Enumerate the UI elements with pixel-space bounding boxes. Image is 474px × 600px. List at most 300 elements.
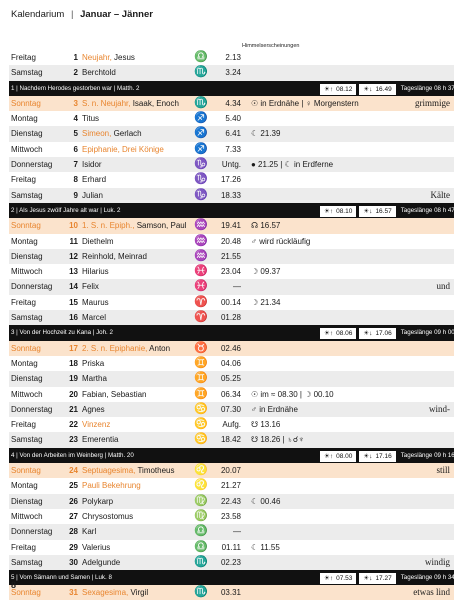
weekday: Donnerstag bbox=[11, 282, 53, 292]
feast-name: Simeon, bbox=[82, 129, 112, 139]
capricorn-icon: ♑ bbox=[194, 173, 208, 186]
feast-name: Epiphanie, Drei Könige bbox=[82, 144, 164, 154]
sunrise-box bbox=[320, 328, 356, 339]
day-row bbox=[9, 494, 454, 509]
sunset-icon: ☀↓ bbox=[363, 575, 373, 583]
libra-icon: ♎ bbox=[194, 51, 208, 63]
name-day bbox=[82, 509, 133, 524]
celestial-event: ☽ 09.37 bbox=[251, 267, 281, 277]
weather-word: und bbox=[436, 281, 450, 292]
weekday: Montag bbox=[11, 358, 38, 368]
cancer-icon: ♋ bbox=[194, 402, 208, 415]
moon-time: Aufg. bbox=[222, 420, 241, 430]
saint-name: Gerlach bbox=[111, 129, 142, 139]
sagittarius-icon: ♐ bbox=[194, 142, 208, 155]
name-day bbox=[82, 264, 109, 279]
day-number: 6 bbox=[73, 144, 78, 154]
moon-time: 19.41 bbox=[220, 221, 241, 231]
day-row bbox=[9, 310, 454, 325]
day-row bbox=[9, 417, 454, 432]
saint-name: Fabian, Sebastian bbox=[82, 389, 147, 399]
name-day bbox=[82, 65, 116, 80]
day-number: 12 bbox=[69, 251, 78, 261]
aries-icon: ♈ bbox=[194, 295, 208, 308]
sunset-time: 17.16 bbox=[375, 452, 392, 460]
feast-name: Sexagesima, bbox=[82, 588, 129, 598]
name-day bbox=[82, 249, 147, 264]
saint-name: Isidor bbox=[82, 160, 102, 170]
feast-name: Vinzenz bbox=[82, 420, 111, 430]
moon-time: 01.28 bbox=[220, 313, 241, 323]
scorpio-icon: ♏ bbox=[194, 96, 208, 109]
aquarius-icon: ♒ bbox=[194, 219, 208, 232]
day-row bbox=[9, 279, 454, 294]
day-row bbox=[9, 295, 454, 310]
name-day bbox=[82, 172, 106, 187]
sagittarius-icon: ♐ bbox=[194, 112, 208, 125]
day-row bbox=[9, 555, 454, 570]
day-row bbox=[9, 142, 454, 157]
day-number: 15 bbox=[69, 297, 78, 307]
weekday: Montag bbox=[11, 114, 38, 124]
weekday: Freitag bbox=[11, 420, 36, 430]
moon-time: 21.27 bbox=[220, 481, 241, 491]
week-header-row bbox=[9, 325, 454, 340]
day-row bbox=[9, 65, 454, 80]
moon-time: 02.23 bbox=[220, 557, 241, 567]
sunrise-box bbox=[320, 573, 356, 584]
weekday: Sonntag bbox=[11, 98, 41, 108]
moon-time: 7.33 bbox=[225, 144, 241, 154]
celestial-event: ☽ 21.34 bbox=[251, 297, 281, 307]
sunset-box bbox=[359, 573, 395, 584]
moon-time: 5.40 bbox=[225, 114, 241, 124]
day-number: 14 bbox=[69, 282, 78, 292]
day-number: 27 bbox=[69, 511, 78, 521]
sunrise-icon: ☀↑ bbox=[324, 452, 334, 460]
day-row bbox=[9, 126, 454, 141]
day-row bbox=[9, 341, 454, 356]
sun-times bbox=[320, 203, 454, 218]
day-number: 26 bbox=[69, 496, 78, 506]
moon-time: 18.42 bbox=[220, 435, 241, 445]
month-title: Januar – Jänner bbox=[80, 9, 153, 20]
weekday: Freitag bbox=[11, 542, 36, 552]
sunset-icon: ☀↓ bbox=[363, 452, 373, 460]
sunset-box bbox=[359, 328, 395, 339]
day-number: 28 bbox=[69, 527, 78, 537]
celestial-event: ☋ 13.16 bbox=[251, 420, 281, 430]
scorpio-icon: ♏ bbox=[194, 66, 208, 79]
day-length: Tageslänge 09 h 00 bbox=[400, 329, 455, 337]
moon-time: 03.31 bbox=[220, 588, 241, 598]
day-number: 1 bbox=[73, 53, 78, 62]
moon-time: 2.13 bbox=[225, 53, 241, 62]
sunrise-icon: ☀↑ bbox=[324, 330, 334, 338]
weekday: Samstag bbox=[11, 68, 43, 78]
day-row bbox=[9, 585, 454, 600]
sun-times bbox=[320, 81, 454, 96]
weather-word: windig bbox=[424, 556, 450, 567]
day-number: 20 bbox=[69, 389, 78, 399]
saint-name: Valerius bbox=[82, 542, 111, 552]
day-row bbox=[9, 172, 454, 187]
name-day bbox=[82, 432, 118, 447]
name-day bbox=[82, 234, 114, 249]
moon-time: 02.46 bbox=[220, 343, 241, 353]
weekday: Dienstag bbox=[11, 129, 43, 139]
name-day bbox=[82, 585, 148, 600]
week-gospel-text: 4 | Von den Arbeiten im Weinberg | Matth. 20 bbox=[11, 451, 134, 459]
gemini-icon: ♊ bbox=[194, 356, 208, 369]
name-day bbox=[82, 463, 175, 478]
scorpio-icon: ♏ bbox=[194, 555, 208, 568]
moon-time: 3.24 bbox=[225, 68, 241, 78]
aries-icon: ♈ bbox=[194, 311, 208, 324]
header-separator: | bbox=[70, 9, 74, 20]
weekday: Sonntag bbox=[11, 466, 41, 476]
day-row bbox=[9, 387, 454, 402]
sun-times bbox=[320, 448, 454, 463]
day-number: 31 bbox=[69, 588, 78, 598]
name-day bbox=[82, 341, 170, 356]
name-day bbox=[82, 142, 164, 157]
day-number: 30 bbox=[69, 557, 78, 567]
moon-time: Untg. bbox=[221, 160, 241, 170]
sun-times bbox=[320, 325, 454, 340]
aquarius-icon: ♒ bbox=[194, 249, 208, 262]
day-number: 19 bbox=[69, 374, 78, 384]
weekday: Sonntag bbox=[11, 343, 41, 353]
capricorn-icon: ♑ bbox=[194, 188, 208, 201]
saint-name: Anton bbox=[147, 343, 171, 353]
saint-name: Polykarp bbox=[82, 496, 114, 506]
day-number: 25 bbox=[69, 481, 78, 491]
weekday: Donnerstag bbox=[11, 404, 53, 414]
section-title: Kalendarium bbox=[11, 9, 65, 20]
day-number: 22 bbox=[69, 420, 78, 430]
gemini-icon: ♊ bbox=[194, 372, 208, 385]
moon-time: 18.33 bbox=[220, 190, 241, 200]
sunset-time: 16.57 bbox=[375, 208, 392, 216]
weekday: Mittwoch bbox=[11, 267, 43, 277]
day-number: 10 bbox=[69, 221, 78, 231]
day-row bbox=[9, 540, 454, 555]
day-length: Tageslänge 08 h 47 bbox=[400, 206, 455, 214]
saint-name: Julian bbox=[82, 190, 103, 200]
name-day bbox=[82, 387, 147, 402]
weekday: Sonntag bbox=[11, 221, 41, 231]
libra-icon: ♎ bbox=[194, 540, 208, 553]
saint-name: Virgil bbox=[128, 588, 149, 598]
name-day bbox=[82, 295, 109, 310]
taurus-icon: ♉ bbox=[194, 341, 208, 354]
day-number: 2 bbox=[73, 68, 78, 78]
saint-name: Reinhold, Meinrad bbox=[82, 251, 147, 261]
day-row bbox=[9, 371, 454, 386]
saint-name: Hilarius bbox=[82, 267, 109, 277]
moon-time: 22.43 bbox=[220, 496, 241, 506]
sunrise-time: 08.06 bbox=[336, 330, 353, 338]
sunset-time: 17.06 bbox=[375, 330, 392, 338]
name-day bbox=[82, 279, 99, 294]
weekday: Mittwoch bbox=[11, 144, 43, 154]
name-day bbox=[82, 157, 102, 172]
celestial-event: ♂ wird rückläufig bbox=[251, 236, 311, 246]
saint-name: Samson, Paul bbox=[134, 221, 187, 231]
leo-icon: ♌ bbox=[194, 464, 208, 477]
day-number: 13 bbox=[69, 267, 78, 277]
day-row bbox=[9, 188, 454, 203]
day-number: 7 bbox=[73, 160, 78, 170]
moon-time: 04.06 bbox=[220, 358, 241, 368]
day-length: Tageslänge 09 h 16 bbox=[400, 451, 455, 459]
celestial-event: ☋ 18.26 | ♄☌♆ bbox=[251, 435, 305, 445]
sunrise-icon: ☀↑ bbox=[324, 575, 334, 583]
name-day bbox=[82, 478, 141, 493]
saint-name: Diethelm bbox=[82, 236, 114, 246]
day-row bbox=[9, 432, 454, 447]
day-number: 5 bbox=[73, 129, 78, 139]
name-day bbox=[82, 218, 187, 233]
feast-name: Pauli Bekehrung bbox=[82, 481, 141, 491]
moon-time: 06.34 bbox=[220, 389, 241, 399]
saint-name: Adelgunde bbox=[82, 557, 121, 567]
sun-times bbox=[320, 570, 454, 585]
weekday: Donnerstag bbox=[11, 527, 53, 537]
name-day bbox=[82, 96, 179, 111]
weather-word: Kälte bbox=[430, 189, 450, 200]
day-number: 21 bbox=[69, 404, 78, 414]
weekday: Freitag bbox=[11, 53, 36, 62]
gemini-icon: ♊ bbox=[194, 387, 208, 400]
name-day bbox=[82, 188, 103, 203]
saint-name: Jesus bbox=[111, 53, 135, 62]
feast-name: 2. S. n. Epiphanie, bbox=[82, 343, 148, 353]
sunset-box bbox=[359, 84, 395, 95]
weekday: Freitag bbox=[11, 297, 36, 307]
day-number: 18 bbox=[69, 358, 78, 368]
sunrise-box bbox=[320, 84, 356, 95]
sunrise-box bbox=[320, 206, 356, 217]
moon-time: 01.11 bbox=[221, 542, 241, 552]
moon-time: 20.07 bbox=[220, 466, 241, 476]
name-day bbox=[82, 524, 96, 539]
day-length: Tageslänge 09 h 34 bbox=[400, 574, 455, 582]
moon-time: 07.30 bbox=[220, 404, 241, 414]
sunrise-icon: ☀↑ bbox=[324, 85, 334, 93]
moon-time: 21.55 bbox=[220, 251, 241, 261]
saint-name: Karl bbox=[82, 527, 97, 537]
day-number: 23 bbox=[69, 435, 78, 445]
day-row bbox=[9, 524, 454, 539]
saint-name: Agnes bbox=[82, 404, 105, 414]
sunset-time: 17.27 bbox=[375, 575, 392, 583]
weekday: Samstag bbox=[11, 435, 43, 445]
moon-time: 20.48 bbox=[220, 236, 241, 246]
name-day bbox=[82, 417, 110, 432]
day-number: 17 bbox=[69, 343, 78, 353]
sunrise-box bbox=[320, 451, 356, 462]
cancer-icon: ♋ bbox=[194, 418, 208, 431]
day-row bbox=[9, 356, 454, 371]
day-row bbox=[9, 50, 454, 65]
sunset-icon: ☀↓ bbox=[363, 208, 373, 216]
weekday: Freitag bbox=[11, 175, 36, 185]
page-number: 8 bbox=[11, 580, 17, 590]
weekday: Mittwoch bbox=[11, 389, 43, 399]
weekday: Sonntag bbox=[11, 588, 41, 598]
day-row bbox=[9, 111, 454, 126]
saint-name: Emerentia bbox=[82, 435, 119, 445]
aquarius-icon: ♒ bbox=[194, 234, 208, 247]
moon-time: 05.25 bbox=[220, 374, 241, 384]
saint-name: Isaak, Enoch bbox=[130, 98, 179, 108]
name-day bbox=[82, 126, 142, 141]
sunrise-time: 08.10 bbox=[336, 208, 353, 216]
calendar-table bbox=[9, 50, 454, 600]
sunrise-time: 07.53 bbox=[336, 575, 353, 583]
day-row bbox=[9, 157, 454, 172]
weather-word: still bbox=[436, 465, 450, 476]
day-length: Tageslänge 08 h 37 bbox=[400, 84, 455, 92]
week-header-row bbox=[9, 81, 454, 96]
scorpio-icon: ♏ bbox=[194, 586, 208, 599]
week-gospel-text: 1 | Nachdem Herodes gestorben war | Matth. 2 bbox=[11, 84, 140, 92]
name-day bbox=[82, 371, 107, 386]
celestial-events-column-header: Himmelserscheinungen bbox=[242, 43, 300, 49]
week-header-row bbox=[9, 570, 454, 585]
leo-icon: ♌ bbox=[194, 479, 208, 492]
celestial-event: ☊ 16.57 bbox=[251, 221, 281, 231]
sunrise-time: 08.00 bbox=[336, 452, 353, 460]
pisces-icon: ♓ bbox=[194, 280, 208, 293]
name-day bbox=[82, 310, 106, 325]
day-row bbox=[9, 96, 454, 111]
celestial-event: ● 21.25 | ☾ in Erdferne bbox=[251, 160, 334, 170]
capricorn-icon: ♑ bbox=[194, 158, 208, 171]
moon-time: — bbox=[233, 527, 241, 537]
pisces-icon: ♓ bbox=[194, 265, 208, 278]
name-day bbox=[82, 494, 113, 509]
saint-name: Priska bbox=[82, 358, 105, 368]
moon-time: 4.34 bbox=[225, 98, 241, 108]
celestial-event: ☾ 11.55 bbox=[251, 542, 280, 552]
name-day bbox=[82, 402, 105, 417]
sunset-box bbox=[359, 206, 395, 217]
sunset-icon: ☀↓ bbox=[363, 85, 373, 93]
saint-name: Erhard bbox=[82, 175, 107, 185]
week-gospel-text: 5 | Vom Sämann und Samen | Luk. 8 bbox=[11, 574, 112, 582]
weekday: Samstag bbox=[11, 557, 43, 567]
day-row bbox=[9, 264, 454, 279]
saint-name: Martha bbox=[82, 374, 107, 384]
week-gospel-text: 2 | Als Jesus zwölf Jahre alt war | Luk. 2 bbox=[11, 206, 121, 214]
day-number: 24 bbox=[69, 466, 78, 476]
saint-name: Titus bbox=[82, 114, 100, 124]
celestial-event: ☉ im ≈ 08.30 | ☽ 00.10 bbox=[251, 389, 334, 399]
day-row bbox=[9, 509, 454, 524]
sunrise-time: 08.12 bbox=[336, 85, 353, 93]
saint-name: Timotheus bbox=[135, 466, 175, 476]
sunrise-icon: ☀↑ bbox=[324, 208, 334, 216]
feast-name: 1. S. n. Epiph., bbox=[82, 221, 135, 231]
sunset-time: 16.49 bbox=[375, 85, 392, 93]
week-gospel-text: 3 | Von der Hochzeit zu Kana | Joh. 2 bbox=[11, 329, 113, 337]
name-day bbox=[82, 50, 135, 65]
day-row bbox=[9, 402, 454, 417]
virgo-icon: ♍ bbox=[194, 494, 208, 507]
day-row bbox=[9, 218, 454, 233]
day-row bbox=[9, 249, 454, 264]
week-header-row bbox=[9, 203, 454, 218]
weekday: Mittwoch bbox=[11, 511, 43, 521]
saint-name: Felix bbox=[82, 282, 99, 292]
name-day bbox=[82, 555, 120, 570]
feast-name: Septuagesima, bbox=[82, 466, 136, 476]
weekday: Donnerstag bbox=[11, 160, 53, 170]
feast-name: S. n. Neujahr, bbox=[82, 98, 131, 108]
weather-word: wind- bbox=[429, 403, 450, 414]
week-header-row bbox=[9, 448, 454, 463]
feast-name: Neujahr, bbox=[82, 53, 112, 62]
weekday: Montag bbox=[11, 481, 38, 491]
moon-time: 6.41 bbox=[225, 129, 241, 139]
sunset-icon: ☀↓ bbox=[363, 330, 373, 338]
celestial-event: ♂ in Erdnähe bbox=[251, 404, 298, 414]
moon-time: 23.04 bbox=[220, 267, 241, 277]
day-number: 29 bbox=[69, 542, 78, 552]
moon-time: 00.14 bbox=[220, 297, 241, 307]
weekday: Dienstag bbox=[11, 496, 43, 506]
saint-name: Chrysostomus bbox=[82, 511, 134, 521]
page-header bbox=[11, 9, 153, 20]
name-day bbox=[82, 540, 110, 555]
sagittarius-icon: ♐ bbox=[194, 127, 208, 140]
virgo-icon: ♍ bbox=[194, 509, 208, 522]
weekday: Dienstag bbox=[11, 251, 43, 261]
weather-word: etwas lind bbox=[413, 587, 450, 598]
saint-name: Maurus bbox=[82, 297, 109, 307]
day-number: 16 bbox=[69, 313, 78, 323]
weather-word: grimmige bbox=[415, 97, 450, 108]
celestial-event: ☾ 21.39 bbox=[251, 129, 281, 139]
saint-name: Marcel bbox=[82, 313, 107, 323]
moon-time: 17.26 bbox=[220, 175, 241, 185]
day-number: 8 bbox=[73, 175, 78, 185]
day-number: 4 bbox=[73, 114, 78, 124]
day-number: 3 bbox=[73, 98, 78, 108]
saint-name: Berchtold bbox=[82, 68, 116, 78]
weekday: Samstag bbox=[11, 190, 43, 200]
moon-time: — bbox=[233, 282, 241, 292]
libra-icon: ♎ bbox=[194, 525, 208, 538]
day-row bbox=[9, 234, 454, 249]
sunset-box bbox=[359, 451, 395, 462]
celestial-event: ☉ in Erdnähe | ♀ Morgenstern bbox=[251, 98, 359, 108]
weekday: Samstag bbox=[11, 313, 43, 323]
day-number: 11 bbox=[69, 236, 78, 246]
day-number: 9 bbox=[73, 190, 78, 200]
weekday: Montag bbox=[11, 236, 38, 246]
day-row bbox=[9, 478, 454, 493]
day-row bbox=[9, 463, 454, 478]
name-day bbox=[82, 111, 99, 126]
cancer-icon: ♋ bbox=[194, 433, 208, 446]
moon-time: 23.58 bbox=[220, 511, 241, 521]
name-day bbox=[82, 356, 104, 371]
celestial-event: ☾ 00.46 bbox=[251, 496, 281, 506]
